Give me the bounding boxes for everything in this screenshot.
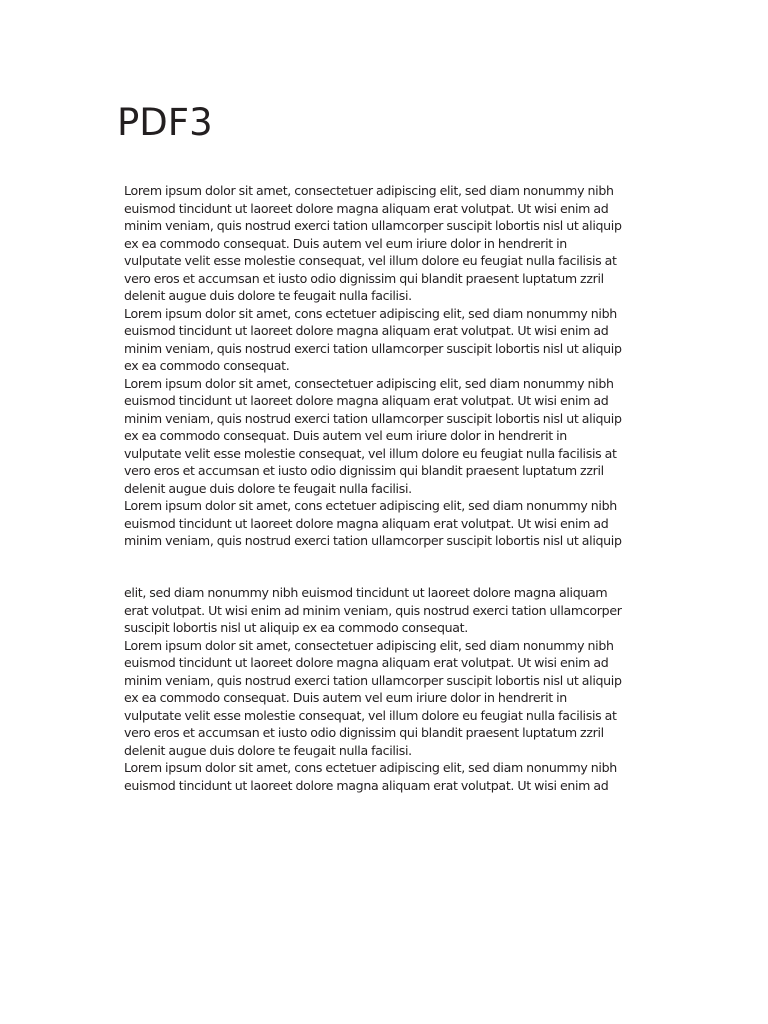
text-line: vulputate velit esse molestie consequat, vel illum dolore eu feugiat nulla facilisis at	[124, 707, 617, 723]
document-title: PDF3	[117, 101, 213, 144]
text-line: delenit augue duis dolore te feugait nulla facilisi.	[124, 480, 412, 496]
text-line: euismod tincidunt ut laoreet dolore magna aliquam erat volutpat. Ut wisi enim ad	[124, 393, 609, 408]
text-line: ex ea commodo consequat. Duis autem vel eum iriure dolor in hendrerit in	[124, 690, 567, 705]
text-line: suscipit lobortis nisl ut aliquip ex ea commodo consequat.	[124, 620, 468, 635]
text-line: ex ea commodo consequat. Duis autem vel eum iriure dolor in hendrerit in	[124, 235, 567, 251]
text-line: vero eros et accumsan et iusto odio dignissim qui blandit praesent luptatum zzril	[124, 463, 604, 478]
text-line: euismod tincidunt ut laoreet dolore magna aliquam erat volutpat. Ut wisi enim ad	[124, 200, 609, 216]
text-line: minim veniam, quis nostrud exerci tation ullamcorper suscipit lobortis nisl ut aliquip	[124, 218, 622, 233]
text-line: vulputate velit esse molestie consequat, vel illum dolore eu feugiat nulla facilisis at	[124, 445, 617, 461]
text-line: vero eros et accumsan et iusto odio dignissim qui blandit praesent luptatum zzril	[124, 270, 604, 286]
text-line: euismod tincidunt ut laoreet dolore magna aliquam erat volutpat. Ut wisi enim ad	[124, 655, 609, 670]
text-line: minim veniam, quis nostrud exerci tation ullamcorper suscipit lobortis nisl ut aliquip	[124, 533, 622, 548]
text-line: Lorem ipsum dolor sit amet, cons ectetuer adipiscing elit, sed diam nonummy nibh	[124, 760, 617, 775]
text-line: Lorem ipsum dolor sit amet, consectetuer adipiscing elit, sed diam nonummy nibh	[124, 375, 614, 391]
text-line: ex ea commodo consequat. Duis autem vel eum iriure dolor in hendrerit in	[124, 428, 567, 443]
text-line: delenit augue duis dolore te feugait nulla facilisi.	[124, 288, 412, 303]
text-line: minim veniam, quis nostrud exerci tation ullamcorper suscipit lobortis nisl ut aliquip	[124, 340, 622, 356]
text-line: Lorem ipsum dolor sit amet, cons ectetuer adipiscing elit, sed diam nonummy nibh	[124, 498, 617, 513]
text-block-second	[124, 584, 684, 794]
text-line: elit, sed diam nonummy nibh euismod tincidunt ut laoreet dolore magna aliquam	[124, 585, 608, 600]
text-line: vulputate velit esse molestie consequat, vel illum dolore eu feugiat nulla facilisis at	[124, 253, 617, 268]
text-line: euismod tincidunt ut laoreet dolore magna aliquam erat volutpat. Ut wisi enim ad	[124, 515, 609, 531]
text-block-first	[124, 182, 684, 550]
text-line: Lorem ipsum dolor sit amet, consectetuer adipiscing elit, sed diam nonummy nibh	[124, 183, 614, 198]
text-line: delenit augue duis dolore te feugait nulla facilisi.	[124, 742, 412, 758]
text-line: erat volutpat. Ut wisi enim ad minim veniam, quis nostrud exerci tation ullamcorper	[124, 602, 622, 618]
text-line: Lorem ipsum dolor sit amet, consectetuer adipiscing elit, sed diam nonummy nibh	[124, 637, 614, 653]
text-line: minim veniam, quis nostrud exerci tation ullamcorper suscipit lobortis nisl ut aliquip	[124, 672, 622, 688]
text-line: euismod tincidunt ut laoreet dolore magna aliquam erat volutpat. Ut wisi enim ad	[124, 323, 609, 338]
text-line: ex ea commodo consequat.	[124, 358, 290, 373]
text-line: euismod tincidunt ut laoreet dolore magna aliquam erat volutpat. Ut wisi enim ad	[124, 777, 609, 793]
text-line: vero eros et accumsan et iusto odio dignissim qui blandit praesent luptatum zzril	[124, 725, 604, 740]
text-line: Lorem ipsum dolor sit amet, cons ectetuer adipiscing elit, sed diam nonummy nibh	[124, 305, 617, 321]
text-line: minim veniam, quis nostrud exerci tation ullamcorper suscipit lobortis nisl ut aliquip	[124, 410, 622, 426]
